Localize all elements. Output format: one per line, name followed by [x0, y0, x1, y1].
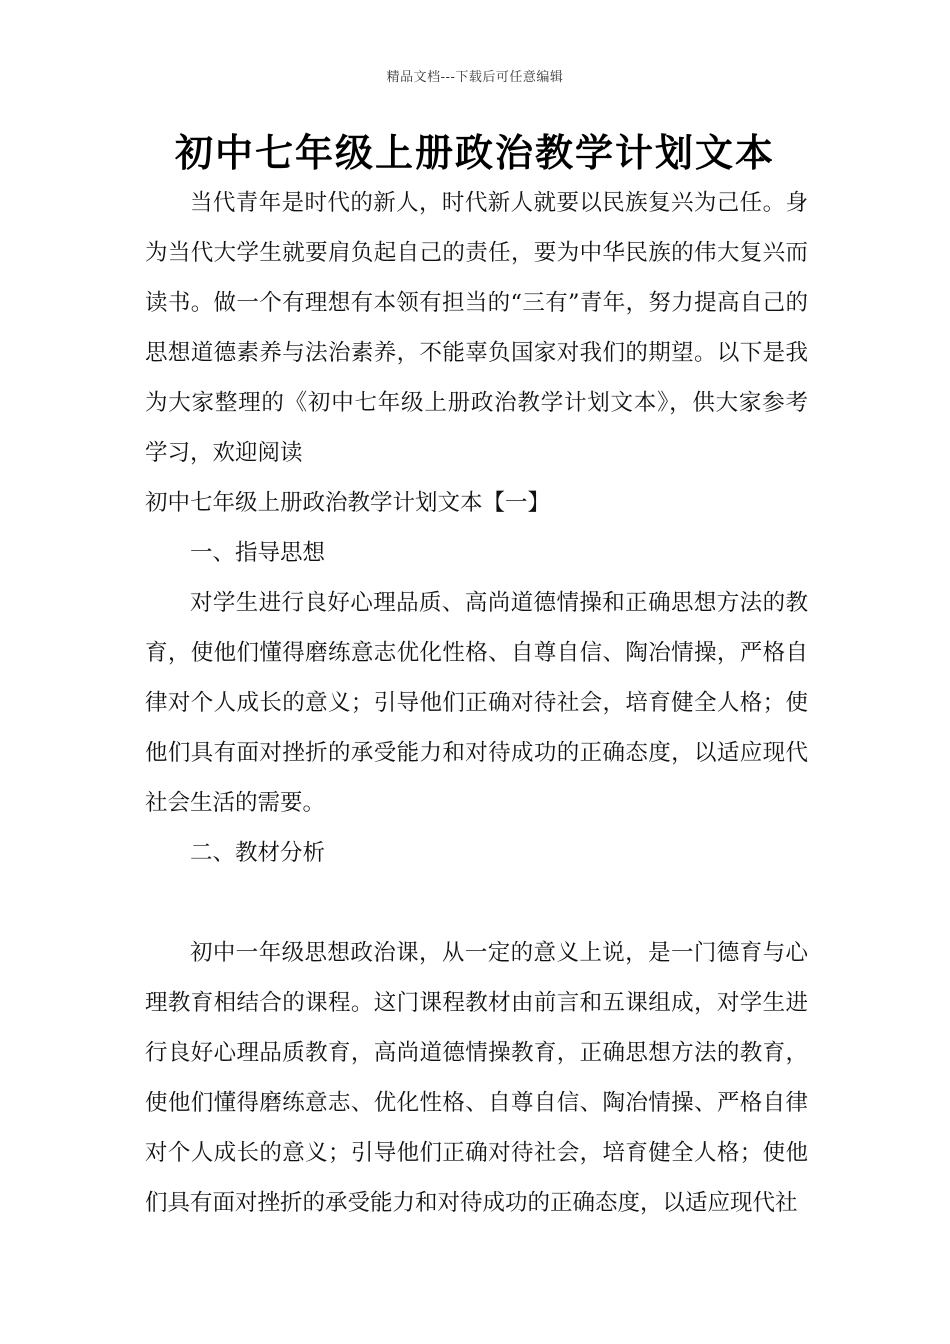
guiding-ideology-paragraph: 对学生进行良好心理品质、高尚道德情操和正确思想方法的教育，使他们懂得磨练意志优化性格、自尊自信、陶冶情操，严格自律对个人成长的意义；引导他们正确对待社会，培育健全人格；使他们具有面对挫折的承受能力和对待成功的正确态度，以适应现代社会生活的需要。 — [145, 590, 808, 816]
textbook-analysis-paragraph: 初中一年级思想政治课，从一定的意义上说，是一门德育与心理教育相结合的课程。这门课程教材由前言和五课组成，对学生进行良好心理品质教育，高尚道德情操教育，正确思想方法的教育，使他们懂得磨练意志、优化性格、自尊自信、陶冶情操、严格自律对个人成长的意义；引导他们正确对待社会，培育健全人格；使他们具有面对挫折的承受能力和对待成功的正确态度，以适应现代社 — [145, 940, 808, 1216]
document-body — [145, 178, 808, 1228]
header-note: 精品文档---下载后可任意编辑 — [386, 70, 564, 85]
section-title: 初中七年级上册政治教学计划文本【一】 — [145, 490, 551, 516]
intro-paragraph: 当代青年是时代的新人，时代新人就要以民族复兴为己任。身为当代大学生就要肩负起自己的责任，要为中华民族的伟大复兴而读书。做一个有理想有本领有担当的“三有”青年，努力提高自己的思想道德素养与法治素养，不能辜负国家对我们的期望。以下是我为大家整理的《初中七年级上册政治教学计划文本》，供大家参考学习，欢迎阅读 — [145, 190, 808, 466]
page-title: 初中七年级上册政治教学计划文本 — [174, 130, 775, 175]
heading-textbook-analysis: 二、教材分析 — [190, 840, 326, 866]
heading-guiding-ideology: 一、指导思想 — [190, 540, 326, 566]
blank-line — [145, 878, 808, 928]
